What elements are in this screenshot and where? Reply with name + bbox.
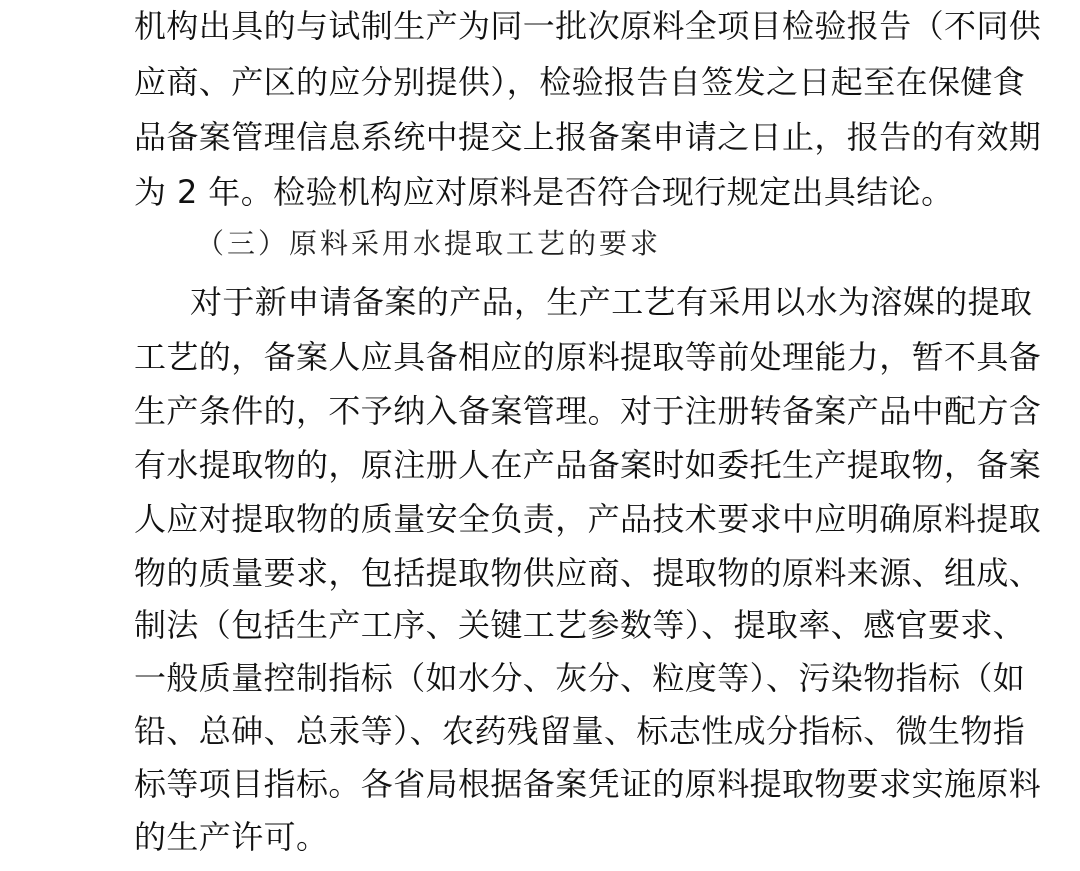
paragraph-line: 为 2 年。检验机构应对原料是否符合现行规定出具结论。 bbox=[134, 173, 954, 211]
paragraph-line: 品备案管理信息系统中提交上报备案申请之日止，报告的有效期 bbox=[134, 118, 1042, 156]
paragraph-line: 铅、总砷、总汞等）、农药残留量、标志性成分指标、微生物指 bbox=[134, 712, 1026, 750]
paragraph-line: 标等项目指标。各省局根据备案凭证的原料提取物要求实施原料 bbox=[134, 765, 1042, 803]
paragraph-line: 对于新申请备案的产品，生产工艺有采用以水为溶媒的提取 bbox=[190, 283, 1033, 321]
paragraph-line: 制法（包括生产工序、关键工艺参数等）、提取率、感官要求、 bbox=[134, 606, 1026, 644]
section-heading: （三）原料采用水提取工艺的要求 bbox=[196, 227, 662, 260]
paragraph-line: 人应对提取物的质量安全负责，产品技术要求中应明确原料提取 bbox=[134, 500, 1042, 538]
paragraph-line: 的生产许可。 bbox=[134, 818, 329, 856]
paragraph-line: 工艺的，备案人应具备相应的原料提取等前处理能力，暂不具备 bbox=[134, 338, 1042, 376]
paragraph-line: 应商、产区的应分别提供），检验报告自签发之日起至在保健食 bbox=[134, 63, 1026, 101]
paragraph-line: 有水提取物的，原注册人在产品备案时如委托生产提取物，备案 bbox=[134, 446, 1042, 484]
paragraph-line: 机构出具的与试制生产为同一批次原料全项目检验报告（不同供 bbox=[134, 7, 1042, 45]
paragraph-line: 一般质量控制指标（如水分、灰分、粒度等）、污染物指标（如 bbox=[134, 659, 1026, 697]
paragraph-line: 物的质量要求，包括提取物供应商、提取物的原料来源、组成、 bbox=[134, 554, 1042, 592]
paragraph-line: 生产条件的，不予纳入备案管理。对于注册转备案产品中配方含 bbox=[134, 392, 1042, 430]
